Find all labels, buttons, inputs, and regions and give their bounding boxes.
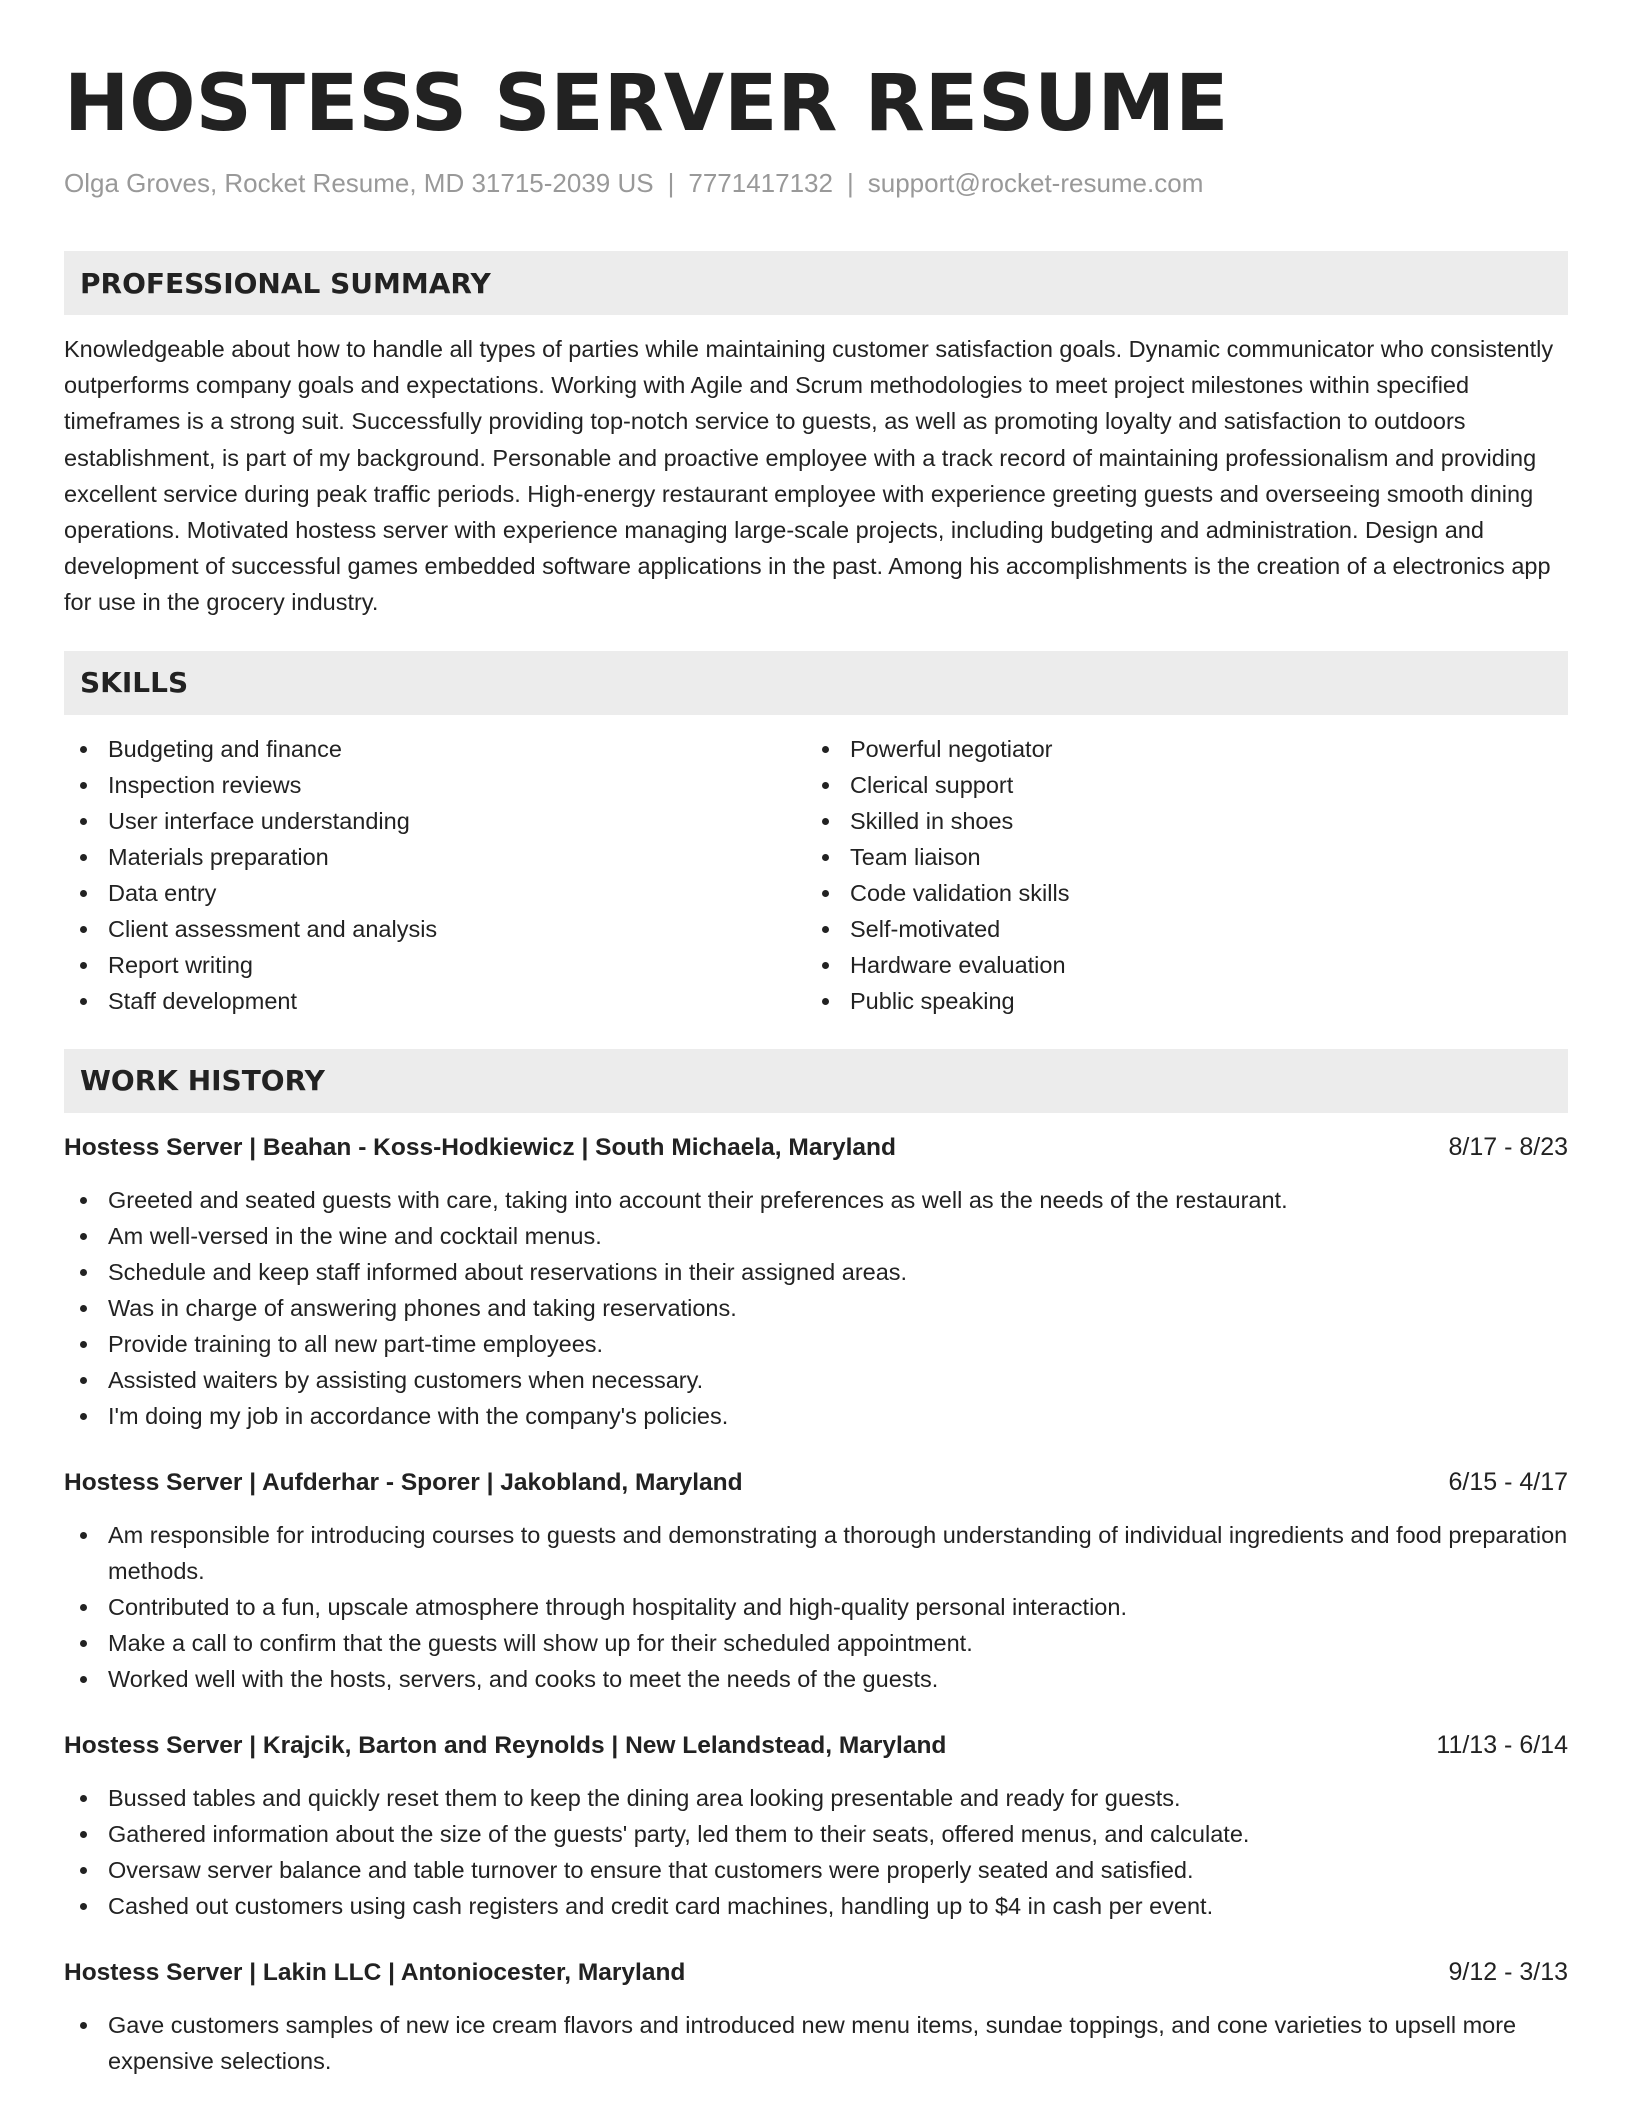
skill-item: Budgeting and finance [64, 731, 806, 767]
job-header [64, 1954, 1568, 1991]
skills-list [64, 731, 1568, 1019]
job-bullet: Greeted and seated guests with care, taking into account their preferences as well as the needs of the restaurant. [64, 1182, 1568, 1218]
job-header [64, 1464, 1568, 1501]
skill-item: Clerical support [806, 767, 1548, 803]
job-title: Hostess Server | Beahan - Koss-Hodkiewicz | South Michaela, Maryland [64, 1133, 896, 1161]
job-bullet: Bussed tables and quickly reset them to keep the dining area looking presentable and ready for guests. [64, 1780, 1568, 1816]
job-title: Hostess Server | Aufderhar - Sporer | Jakobland, Maryland [64, 1468, 743, 1496]
skill-item: Report writing [64, 947, 806, 983]
skill-item: Staff development [64, 983, 806, 1019]
resume-page [64, 56, 1568, 2079]
skills-column-right [806, 731, 1548, 1019]
contact-phone: 7771417132 [688, 168, 833, 198]
summary-section-header [64, 251, 1568, 315]
skills-heading: SKILLS [80, 666, 189, 700]
skill-item: Data entry [64, 875, 806, 911]
job-bullet: Gathered information about the size of the guests' party, led them to their seats, offered menus, and calculate. [64, 1816, 1568, 1852]
job-bullet: Oversaw server balance and table turnover to ensure that customers were properly seated and satisfied. [64, 1852, 1568, 1888]
job-header [64, 1727, 1568, 1764]
job-title: Hostess Server | Lakin LLC | Antoniocester, Maryland [64, 1958, 686, 1986]
job-dates: 9/12 - 3/13 [1448, 1957, 1568, 1986]
job-bullet: I'm doing my job in accordance with the company's policies. [64, 1398, 1568, 1434]
contact-address: Olga Groves, Rocket Resume, MD 31715-2039 US [64, 168, 654, 198]
job-bullet: Contributed to a fun, upscale atmosphere through hospitality and high-quality personal interaction. [64, 1589, 1568, 1625]
skill-item: Code validation skills [806, 875, 1548, 911]
job-bullets [64, 1517, 1568, 1697]
job-bullet: Provide training to all new part-time employees. [64, 1326, 1568, 1362]
job-bullet: Am well-versed in the wine and cocktail menus. [64, 1218, 1568, 1254]
skill-item: Inspection reviews [64, 767, 806, 803]
job-bullet: Am responsible for introducing courses to guests and demonstrating a thorough understanding of individual ingredients and food preparation methods. [64, 1517, 1568, 1589]
work-heading: WORK HISTORY [80, 1064, 325, 1098]
job-bullet: Cashed out customers using cash registers and credit card machines, handling up to $4 in cash per event. [64, 1888, 1568, 1924]
skill-item: Public speaking [806, 983, 1548, 1019]
skill-item: Hardware evaluation [806, 947, 1548, 983]
summary-text: Knowledgeable about how to handle all types of parties while maintaining customer satisfaction goals. Dynamic communicator who consistently outperforms company goals and expectations. Working with Agile and Scrum methodologies to meet project milestones within specified timeframes is a strong suit. Successfully providing top-notch service to guests, as well as promoting loyalty and satisfaction to outdoors establishment, is part of my background. Personable and proactive employee with a track record of maintaining professionalism and providing excellent service during peak traffic periods. High-energy restaurant employee with experience greeting guests and overseeing smooth dining operations. Motivated hostess server with experience managing large-scale projects, including budgeting and administration. Design and development of successful games embedded software applications in the past. Among his accomplishments is the creation of a electronics app for use in the grocery industry. [64, 336, 1554, 616]
job-bullet: Schedule and keep staff informed about reservations in their assigned areas. [64, 1254, 1568, 1290]
job-bullet: Assisted waiters by assisting customers when necessary. [64, 1362, 1568, 1398]
contact-separator: | [846, 168, 854, 198]
skills-column-left [64, 731, 806, 1019]
contact-email[interactable]: support@rocket-resume.com [867, 168, 1204, 198]
job-entry [64, 1727, 1568, 1924]
job-header [64, 1129, 1568, 1166]
contact-separator: | [667, 168, 675, 198]
skill-item: Skilled in shoes [806, 803, 1548, 839]
skills-section-header [64, 651, 1568, 715]
skill-item: Materials preparation [64, 839, 806, 875]
skill-item: Team liaison [806, 839, 1548, 875]
job-dates: 11/13 - 6/14 [1436, 1730, 1568, 1759]
work-section-header [64, 1049, 1568, 1113]
skill-item: Powerful negotiator [806, 731, 1548, 767]
job-entry [64, 1464, 1568, 1697]
skill-item: Self-motivated [806, 911, 1548, 947]
job-bullets [64, 2007, 1568, 2079]
job-bullet: Gave customers samples of new ice cream flavors and introduced new menu items, sundae toppings, and cone varieties to upsell more expensive selections. [64, 2007, 1568, 2079]
job-entry [64, 1129, 1568, 1434]
job-bullet: Worked well with the hosts, servers, and cooks to meet the needs of the guests. [64, 1661, 1568, 1697]
skill-item: Client assessment and analysis [64, 911, 806, 947]
job-bullet: Make a call to confirm that the guests will show up for their scheduled appointment. [64, 1625, 1568, 1661]
contact-line [64, 166, 1568, 200]
job-entry [64, 1954, 1568, 2079]
job-bullets [64, 1182, 1568, 1434]
job-bullets [64, 1780, 1568, 1924]
summary-heading: PROFESSIONAL SUMMARY [80, 266, 491, 300]
job-bullet: Was in charge of answering phones and taking reservations. [64, 1290, 1568, 1326]
page-title: HOSTESS SERVER RESUME [64, 59, 1229, 149]
job-dates: 6/15 - 4/17 [1448, 1467, 1568, 1496]
skill-item: User interface understanding [64, 803, 806, 839]
job-title: Hostess Server | Krajcik, Barton and Reynolds | New Lelandstead, Maryland [64, 1731, 947, 1759]
job-dates: 8/17 - 8/23 [1448, 1132, 1568, 1161]
